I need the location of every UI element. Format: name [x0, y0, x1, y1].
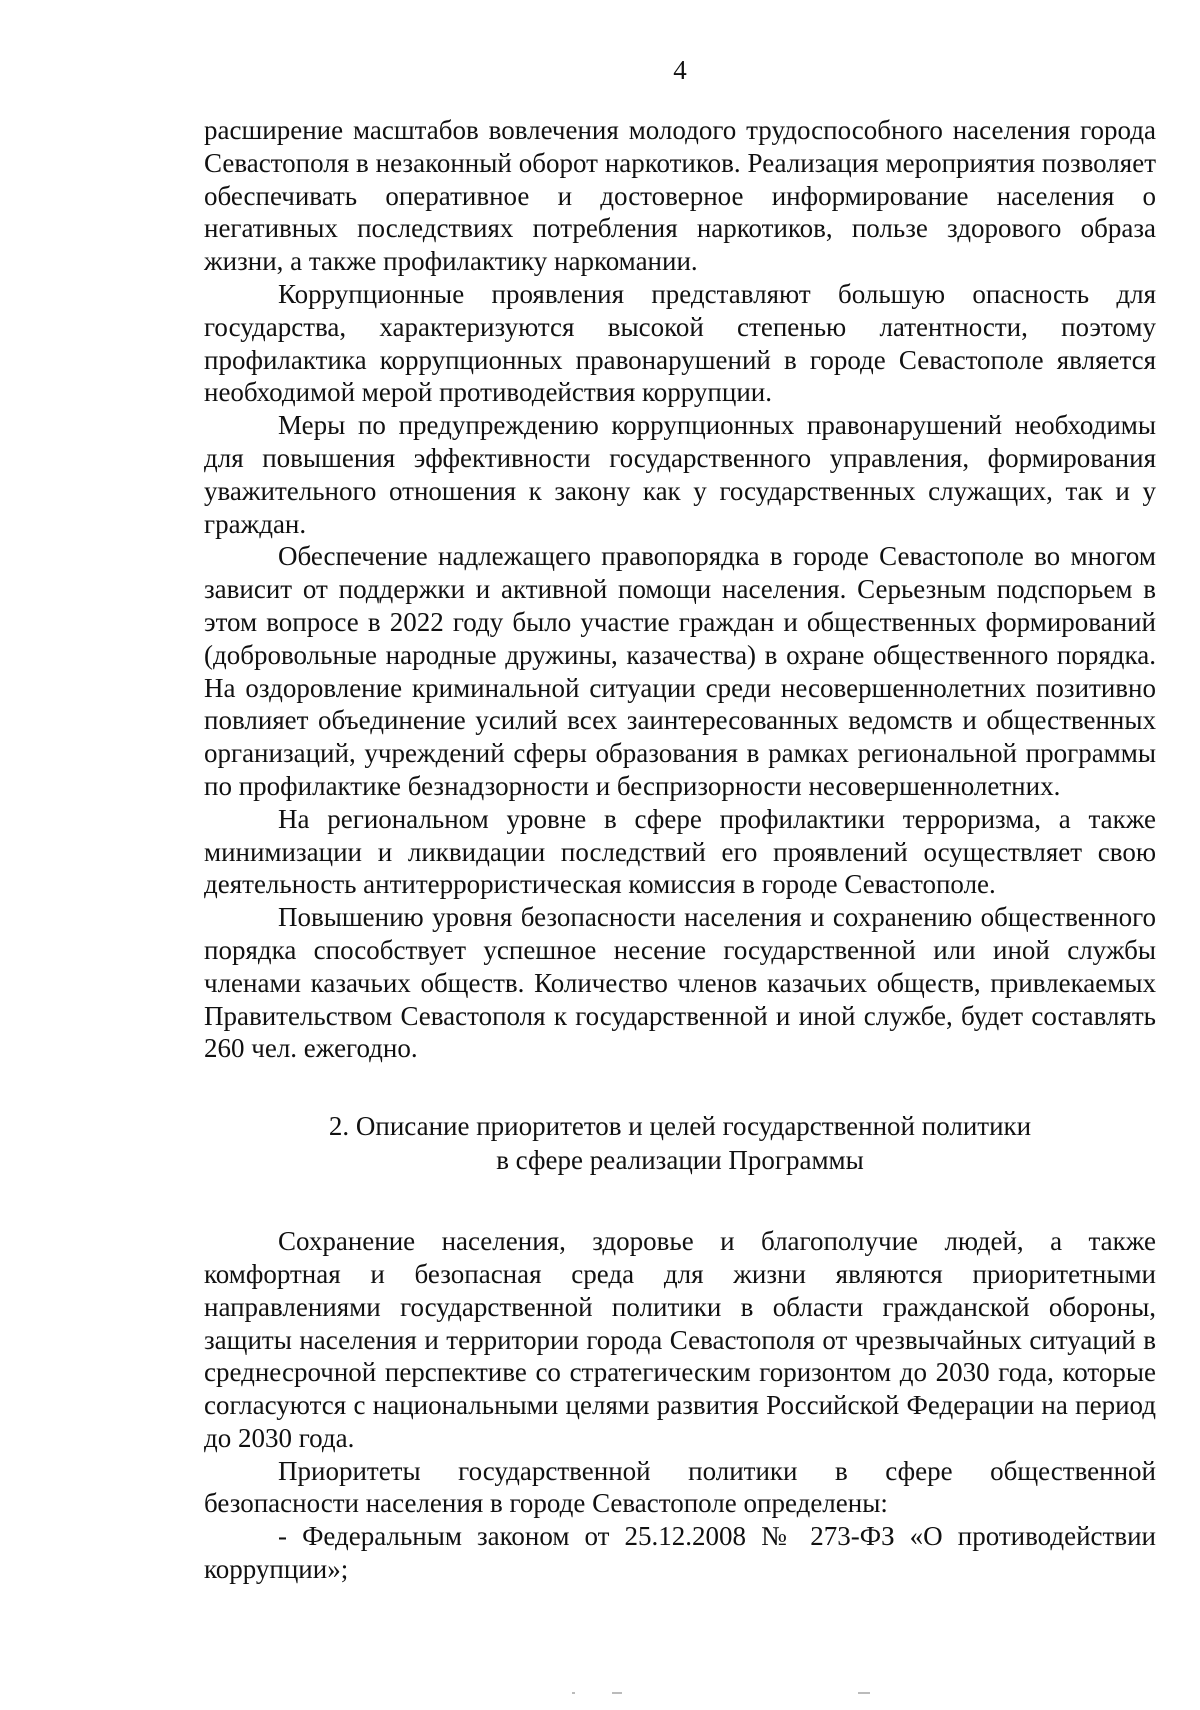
paragraph-continuation-drugs: расширение масштабов вовлечения молодого трудоспособного населения города Севастополя в незаконный оборот наркотиков. Реализация мероприятия позволяет обеспечивать оперативное и достоверное информирование населения о негативных последствиях потребления наркотиков, пользе здорового образа жизни, а также профилактику наркомании. — [204, 115, 1156, 277]
paragraph-corruption-danger: Коррупционные проявления представляют большую опасность для государства, характеризуются высокой степенью латентности, поэтому профилактика коррупционных правонарушений в городе Севастополе является необходимой мерой противодействия коррупции. — [204, 278, 1156, 408]
paragraph-priorities-defined: Приоритеты государственной политики в сфере общественной безопасности населения в городе Севастополе определены: — [204, 1455, 1156, 1519]
scan-artifact — [572, 1692, 575, 1694]
paragraph-terrorism-prevention: На региональном уровне в сфере профилактики терроризма, а также минимизации и ликвидации последствий его проявлений осуществляет свою деятельность антитеррористическая комиссия в городе Севастополе. — [204, 803, 1156, 900]
scan-artifact — [612, 1692, 622, 1694]
paragraph-public-order: Обеспечение надлежащего правопорядка в городе Севастополе во многом зависит от поддержки и активной помощи населения. Серьезным подспорьем в этом вопросе в 2022 году было участие граждан и общественных формирований (добровольные народные дружины, казачества) в охране общественного порядка. На оздоровление криминальной ситуации среди несовершеннолетних позитивно повлияет объединение усилий всех заинтересованных ведомств и общественных организаций, учреждений сферы образования в рамках региональной программы по профилактике безнадзорности и беспризорности несовершеннолетних. — [204, 541, 1156, 801]
paragraph-priorities-intro: Сохранение населения, здоровье и благополучие людей, а также комфортная и безопасная среда для жизни являются приоритетными направлениями государственной политики в области гражданской обороны, защиты населения и территории города Севастополя от чрезвычайных ситуаций в среднесрочной перспективе со стратегическим горизонтом до 2030 года, которые согласуются с национальными целями развития Российской Федерации на период до 2030 года. — [204, 1226, 1156, 1453]
paragraph-corruption-measures: Меры по предупреждению коррупционных правонарушений необходимы для повышения эффективности государственного управления, формирования уважительного отношения к закону как у государственных служащих, так и у граждан. — [204, 410, 1156, 539]
list-item-federal-law: - Федеральным законом от 25.12.2008 № 273-ФЗ «О противодействии коррупции»; — [204, 1521, 1156, 1585]
section-heading-line-1: 2. Описание приоритетов и целей государственной политики — [328, 1111, 1032, 1142]
section-heading-line-2: в сфере реализации Программы — [496, 1145, 864, 1176]
page-number: 4 — [673, 55, 687, 85]
section-heading — [204, 1109, 1156, 1177]
document-body — [204, 114, 1156, 1586]
scan-artifact — [858, 1692, 870, 1694]
paragraph-cossack-service: Повышению уровня безопасности населения и сохранению общественного порядка способствует успешное несение государственной или иной службы членами казачьих обществ. Количество членов казачьих обществ, привлекаемых Правительством Севастополя к государственной и иной службе, будет составлять 260 чел. ежегодно. — [204, 902, 1156, 1064]
